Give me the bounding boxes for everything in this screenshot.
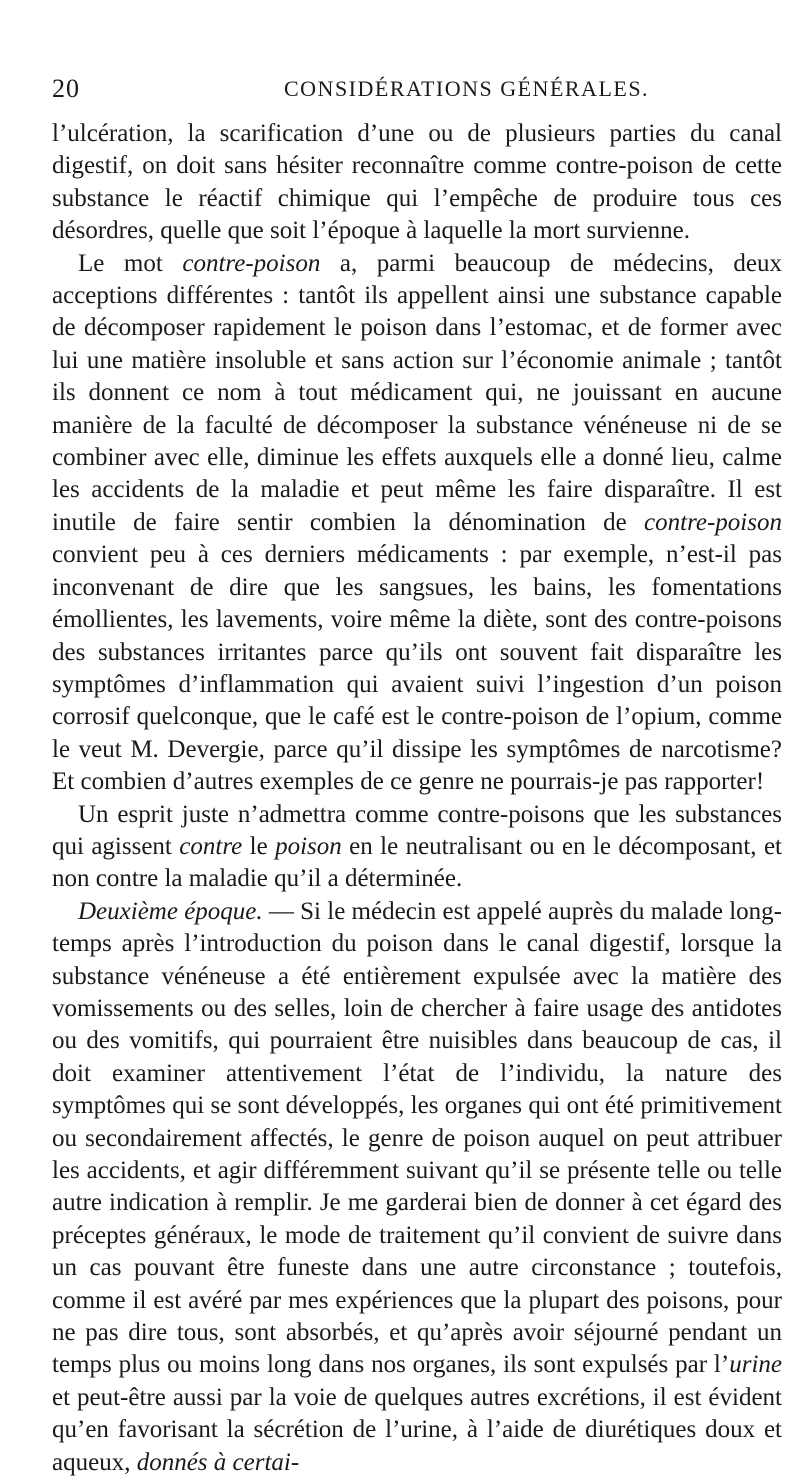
page-title: CONSIDÉRATIONS GÉNÉRALES. <box>284 76 650 101</box>
italic-term: contre <box>179 832 243 860</box>
italic-term: contre-poison <box>644 508 782 536</box>
paragraph <box>52 799 782 896</box>
text-run: a, parmi beaucoup de médecins, deux acceptions différentes : tantôt ils appellent ainsi une substance capable de décomposer rapidement le poison dans l’estomac, et de former avec lui une matière insoluble et sans action sur l’économie animale ; tantôt ils donnent ce nom à tout médicament qui, ne jouissant en aucune manière de la faculté de décomposer la substance vénéneuse ni de se combiner avec elle, diminue les effets auxquels elle a donné lieu, calme les accidents de la maladie et peut même les faire disparaître. Il est inutile de faire sentir combien la dénomination de <box>52 249 782 536</box>
text-run: — Si le médecin est appelé auprès du malade long-temps après l’introduction du poison dans le canal digestif, lorsque la substance vénéneuse a été entièrement expulsée avec la matière des vomissements ou des selles, loin de chercher à faire usage des antidotes ou des vomitifs, qui pourraient être nuisibles dans beaucoup de cas, il doit examiner attentivement l’état de l’individu, la nature des symptômes qui se sont développés, les organes qui ont été primitivement ou secondairement affectés, le genre de poison auquel on peut attribuer les accidents, et agir différemment suivant qu’il se présente telle ou telle autre indication à remplir. Je me garderai bien de donner à cet égard des préceptes généraux, le mode de traitement qu’il convient de suivre dans un cas pouvant être funeste dans une autre circonstance ; toutefois, comme il est avéré par mes expériences que la plupart des poisons, pour ne pas dire tous, sont absorbés, et qu’après avoir séjourné pendant un temps plus ou moins long dans nos organes, ils sont expulsés par l’ <box>52 897 782 1379</box>
text-run: Le mot <box>78 249 183 277</box>
paragraph <box>52 896 782 1479</box>
paragraph <box>52 248 782 799</box>
text-run: l’ulcération, la scarification d’une ou de plusieurs parties du canal digestif, on doit sans hésiter reconnaître comme contre-poison de cette substance le réactif chimique qui l’empêche de produire tous ces désordres, quelle que soit l’époque à laquelle la mort survienne. <box>52 120 782 245</box>
italic-term: poison <box>275 832 342 860</box>
text-run: Un esprit juste n’admettra comme contre-poisons que les substances qui agissent <box>52 800 782 860</box>
body-text <box>52 118 782 1479</box>
page-number: 20 <box>52 74 80 103</box>
running-head <box>52 74 784 108</box>
section-heading: Deuxième époque. <box>78 897 263 925</box>
italic-term: contre-poison <box>182 249 321 277</box>
text-run: le <box>242 832 276 860</box>
paragraph <box>52 118 782 248</box>
text-run: en le neutralisant ou en le décomposant, et non contre la maladie qu’il a déterminée. <box>52 832 782 893</box>
italic-term: donnés à certai- <box>136 1448 300 1476</box>
italic-term: urine <box>729 1351 782 1379</box>
text-run: et peut-être aussi par la voie de quelques autres excrétions, il est évident qu’en favorisant la sécrétion de l’urine, à l’aide de diurétiques doux et aqueux, <box>52 1383 782 1476</box>
text-run: convient peu à ces derniers médicaments : par exemple, n’est-il pas inconvenant de dire que les sangsues, les bains, les fomentations émollientes, les lavements, voire même la diète, sont des contre-poisons des substances irritantes parce qu’ils ont souvent fait disparaître les symptômes d’inflammation qui avaient suivi l’ingestion d’un poison corrosif quelconque, que le café est le contre-poison de l’opium, comme le veut M. Devergie, parce qu’il dissipe les symptômes de narcotisme? Et combien d’autres exemples de ce genre ne pourrais-je pas rapporter! <box>52 541 782 796</box>
